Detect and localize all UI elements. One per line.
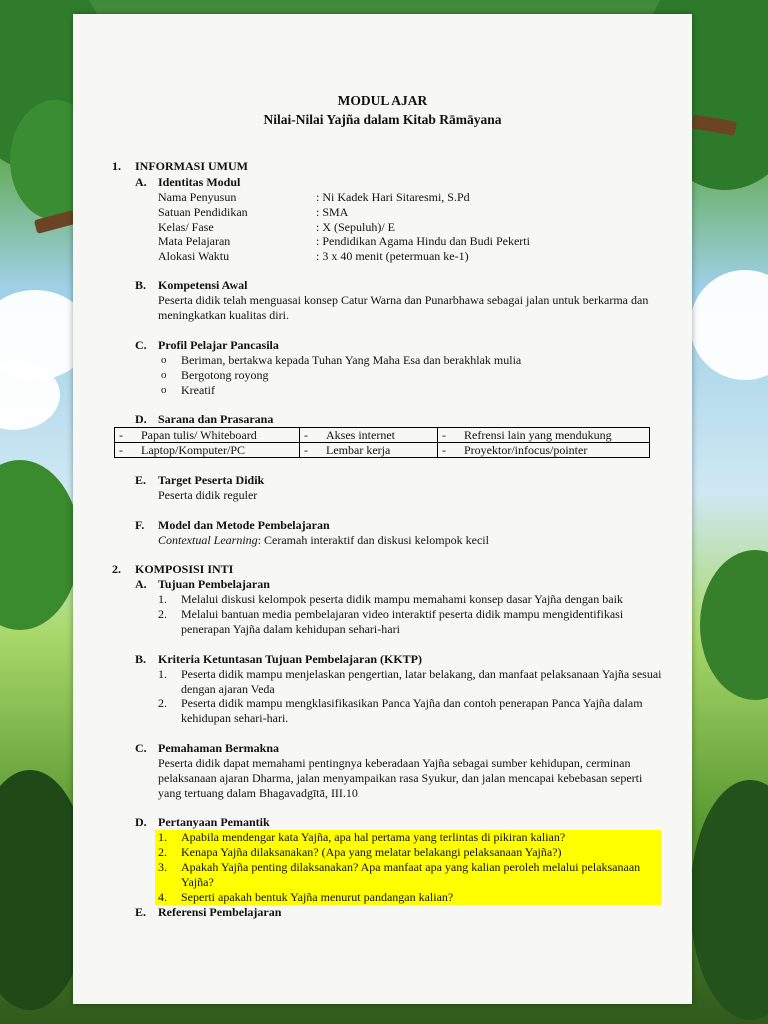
kompetensi-awal-text: meningkatkan kualitas diri. <box>158 308 289 322</box>
list-number: 1. <box>158 592 167 606</box>
kktp-heading: Kriteria Ketuntasan Tujuan Pembelajaran (KKTP) <box>158 652 422 666</box>
identity-label: Satuan Pendidikan <box>158 205 248 219</box>
section-1-number: 1. <box>112 159 121 173</box>
list-item: Kreatif <box>181 383 215 397</box>
list-number: 3. <box>158 860 167 874</box>
subsection-e-letter: E. <box>135 905 147 919</box>
identity-value: : SMA <box>316 205 349 219</box>
subsection-c-letter: C. <box>135 741 147 755</box>
list-number: 1. <box>158 830 167 844</box>
profil-pelajar-heading: Profil Pelajar Pancasila <box>158 338 279 352</box>
table-row <box>115 443 650 458</box>
identity-label: Nama Penyusun <box>158 190 237 204</box>
question-item: Apakah Yajña penting dilaksanakan? Apa manfaat apa yang kalian peroleh melalui pelaksanaan <box>181 860 641 874</box>
pertanyaan-heading: Pertanyaan Pemantik <box>158 815 270 829</box>
subsection-c-letter: C. <box>135 338 147 352</box>
identity-value: : Pendidikan Agama Hindu dan Budi Pekerti <box>316 234 530 248</box>
target-heading: Target Peserta Didik <box>158 473 265 487</box>
identity-value: : X (Sepuluh)/ E <box>316 220 395 234</box>
pemahaman-text: yang tertuang dalam Bhagavadgītā, III.10 <box>158 786 358 800</box>
subsection-f-letter: F. <box>135 518 145 532</box>
subsection-b-letter: B. <box>135 278 147 292</box>
subsection-e-letter: E. <box>135 473 147 487</box>
kompetensi-awal-heading: Kompetensi Awal <box>158 278 248 292</box>
subsection-d-letter: D. <box>135 412 147 426</box>
subsection-a-letter: A. <box>135 577 147 591</box>
list-number: 1. <box>158 667 167 681</box>
identitas-modul-heading: Identitas Modul <box>158 175 241 189</box>
list-number: 2. <box>158 845 167 859</box>
document-title: MODUL AJAR <box>337 93 428 108</box>
document-subtitle: Nilai-Nilai Yajña dalam Kitab Rāmāyana <box>263 112 502 127</box>
list-item: Bergotong royong <box>181 368 269 382</box>
list-item-continued: dengan ajaran Veda <box>181 682 275 696</box>
section-2-heading: KOMPOSISI INTI <box>135 562 234 576</box>
list-item-continued: kehidupan sehari-hari. <box>181 711 289 725</box>
bullet-icon: o <box>161 384 167 396</box>
table-cell: - Papan tulis/ Whiteboard <box>115 428 300 443</box>
section-1-heading: INFORMASI UMUM <box>135 159 248 173</box>
table-row <box>115 428 650 443</box>
model-text: Contextual Learning: Ceramah interaktif dan diskusi kelompok kecil <box>158 533 489 547</box>
model-heading: Model dan Metode Pembelajaran <box>158 518 330 532</box>
table-cell: - Proyektor/infocus/pointer <box>438 443 650 458</box>
list-item: Melalui bantuan media pembelajaran video interaktif peserta didik mampu mengidentifikasi <box>181 607 624 621</box>
identity-value: : 3 x 40 menit (petermuan ke-1) <box>316 249 469 263</box>
bullet-icon: o <box>161 354 167 366</box>
question-item: Kenapa Yajña dilaksanakan? (Apa yang melatar belakangi pelaksanaan Yajña?) <box>181 845 562 859</box>
table-cell: - Refrensi lain yang mendukung <box>438 428 650 443</box>
list-item: Peserta didik mampu mengklasifikasikan Panca Yajña dan contoh penerapan Panca Yajña dalam <box>181 696 643 710</box>
tujuan-heading: Tujuan Pembelajaran <box>158 577 270 591</box>
kompetensi-awal-text: Peserta didik telah menguasai konsep Catur Warna dan Punarbhawa sebagai jalan untuk berkarma dan <box>158 293 649 307</box>
table-cell: - Laptop/Komputer/PC <box>115 443 300 458</box>
list-item: Peserta didik mampu menjelaskan pengertian, latar belakang, dan manfaat pelaksanaan Yajña sesuai <box>181 667 662 681</box>
identity-label: Mata Pelajaran <box>158 234 231 248</box>
sarana-table <box>114 427 650 458</box>
question-item: Seperti apakah bentuk Yajña menurut pandangan kalian? <box>181 890 454 904</box>
list-number: 4. <box>158 890 167 904</box>
table-cell: - Akses internet <box>300 428 438 443</box>
question-item: Apabila mendengar kata Yajña, apa hal pertama yang terlintas di pikiran kalian? <box>181 830 566 844</box>
identity-label: Kelas/ Fase <box>158 220 214 234</box>
sarana-heading: Sarana dan Prasarana <box>158 412 274 426</box>
identity-label: Alokasi Waktu <box>158 249 230 263</box>
section-2-number: 2. <box>112 562 121 576</box>
list-item: Melalui diskusi kelompok peserta didik mampu memahami konsep dasar Yajña dengan baik <box>181 592 623 606</box>
pemahaman-heading: Pemahaman Bermakna <box>158 741 279 755</box>
referensi-heading: Referensi Pembelajaran <box>158 905 282 919</box>
pemahaman-text: Peserta didik dapat memahami pentingnya keberadaan Yajña sebagai sumber kehidupan, cerminan <box>158 756 631 770</box>
subsection-a-letter: A. <box>135 175 147 189</box>
list-number: 2. <box>158 696 167 710</box>
document-page <box>73 14 692 1004</box>
identity-value: : Ni Kadek Hari Sitaresmi, S.Pd <box>316 190 470 204</box>
table-cell: - Lembar kerja <box>300 443 438 458</box>
target-text: Peserta didik reguler <box>158 488 258 502</box>
subsection-b-letter: B. <box>135 652 147 666</box>
pemahaman-text: pelaksanaan ajaran Dharma, jalan menyampaikan rasa Syukur, dan jalan mencapai kebebasan seperti <box>158 771 643 785</box>
list-item: Beriman, bertakwa kepada Tuhan Yang Maha Esa dan berakhlak mulia <box>181 353 522 367</box>
list-item-continued: penerapan Yajña dalam kehidupan sehari-hari <box>181 622 400 636</box>
subsection-d-letter: D. <box>135 815 147 829</box>
list-number: 2. <box>158 607 167 621</box>
bullet-icon: o <box>161 369 167 381</box>
question-item-continued: Yajña? <box>181 875 214 889</box>
